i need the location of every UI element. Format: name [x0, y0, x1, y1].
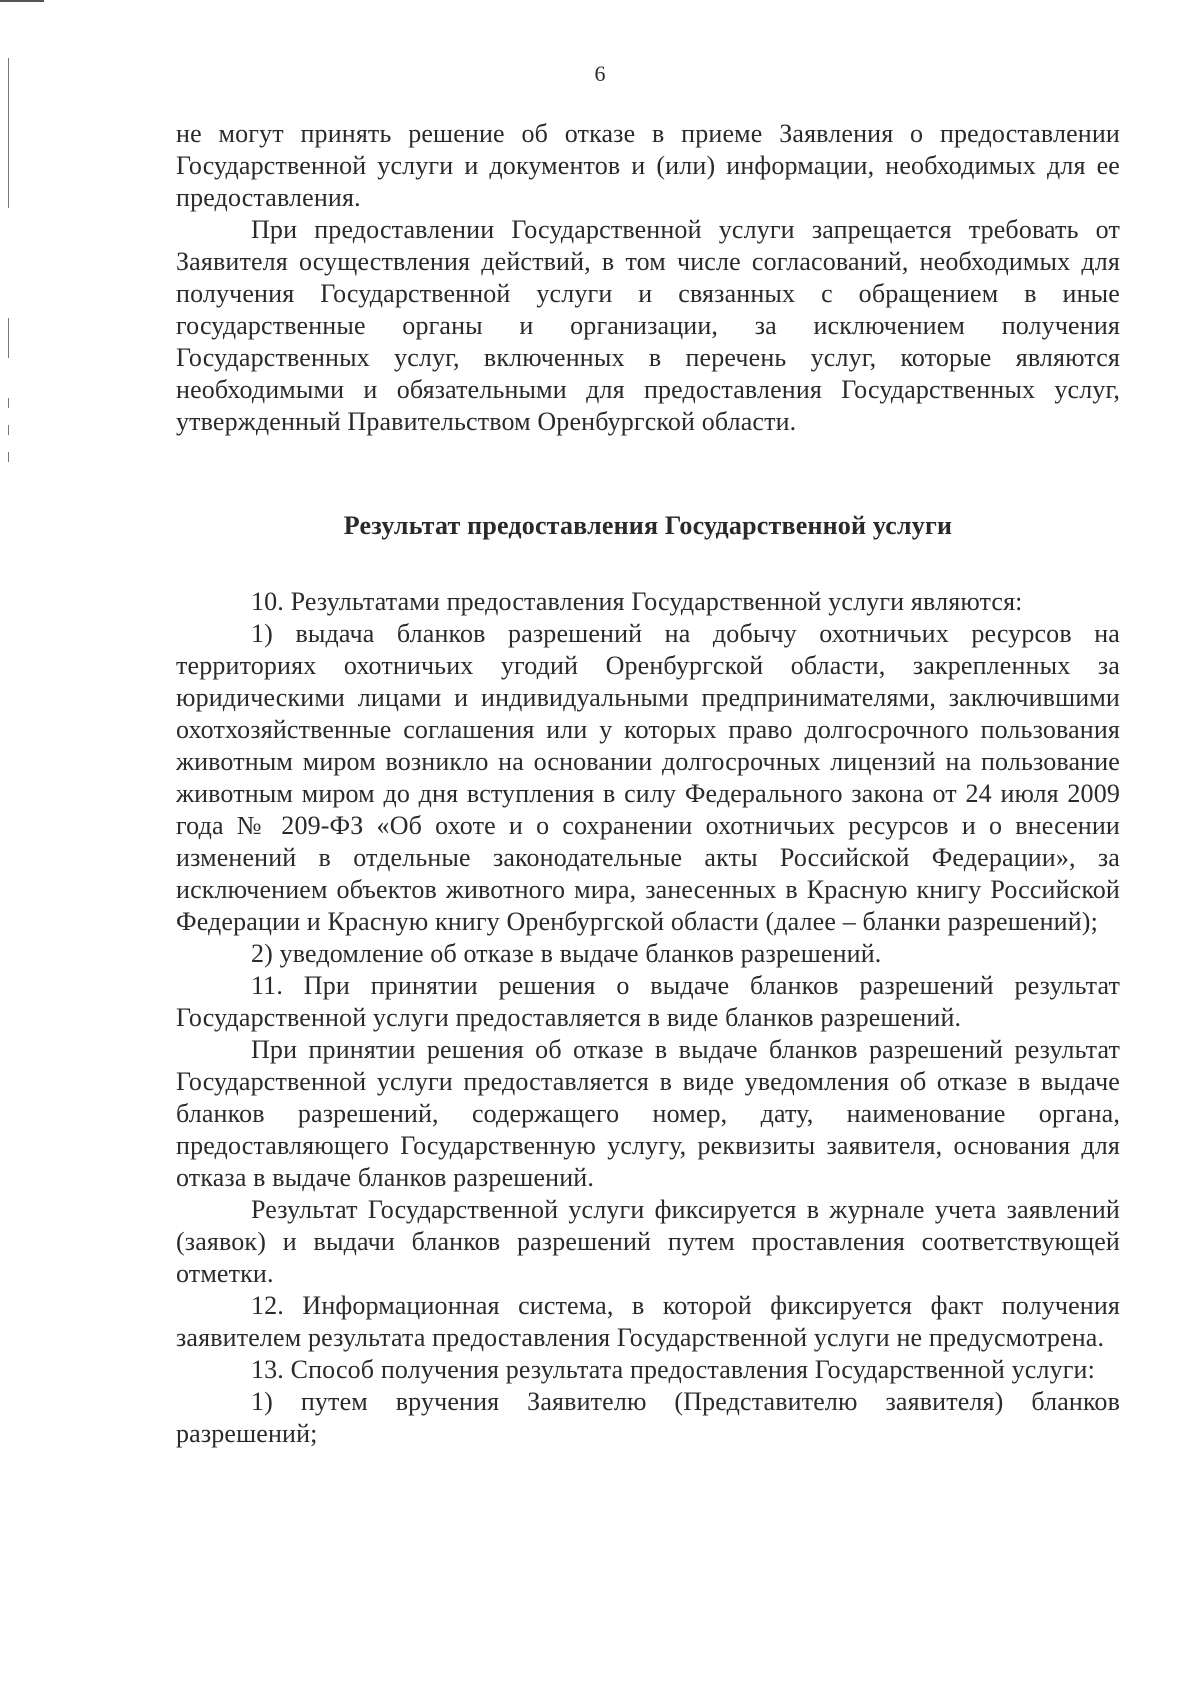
- document-body: [176, 118, 1120, 1450]
- scan-edge-line: [8, 318, 9, 358]
- paragraph: При принятии решения об отказе в выдаче бланков разрешений результат Государственной услуги предоставляется в виде уведомления об отказе в выдаче бланков разрешений, содержащего номер, дату, наименование органа, предоставляющего Государственную услугу, реквизиты заявителя, основания для отказа в выдаче бланков разрешений.: [176, 1035, 1120, 1192]
- paragraph: Результат Государственной услуги фиксируется в журнале учета заявлений (заявок) и выдачи бланков разрешений путем проставления соответствующей отметки.: [176, 1195, 1120, 1288]
- paragraph-clause-11: 11. При принятии решения о выдаче бланков разрешений результат Государственной услуги предоставляется в виде бланков разрешений.: [176, 971, 1120, 1032]
- paragraph-clause-12: 12. Информационная система, в которой фиксируется факт получения заявителем результата предоставления Государственной услуги не предусмотрена.: [176, 1291, 1120, 1352]
- scan-edge-line: [8, 452, 9, 462]
- paragraph-item-1: 1) выдача бланков разрешений на добычу охотничьих ресурсов на территориях охотничьих угодий Оренбургской области, закрепленных за юридическими лицами и индивидуальными предпринимателями, заключившими охотхозяйственные соглашения или у которых право долгосрочного пользования животным миром возникло на основании долгосрочных лицензий на пользование животным миром до дня вступления в силу Федерального закона от 24 июля 2009 года № 209-ФЗ «Об охоте и о сохранении охотничьих ресурсов и о внесении изменений в отдельные законодательные акты Российской Федерации», за исключением объектов животного мира, занесенных в Красную книгу Российской Федерации и Красную книгу Оренбургской области (далее – бланки разрешений);: [176, 619, 1120, 936]
- scan-edge-line: [8, 398, 9, 408]
- paragraph-clause-10: 10. Результатами предоставления Государственной услуги являются:: [251, 587, 1023, 616]
- paragraph-continuation: не могут принять решение об отказе в приеме Заявления о предоставлении Государственной услуги и документов и (или) информации, необходимых для ее предоставления.: [176, 119, 1120, 212]
- paragraph-item-2: 2) уведомление об отказе в выдаче бланков разрешений.: [251, 939, 882, 968]
- section-heading: Результат предоставления Государственной услуги: [343, 511, 953, 540]
- paragraph-item-1: 1) путем вручения Заявителю (Представителю заявителя) бланков разрешений;: [176, 1387, 1120, 1448]
- scan-edge-mark: [0, 0, 44, 2]
- scan-edge-line: [8, 425, 9, 435]
- page-number: 6: [594, 61, 606, 86]
- paragraph: При предоставлении Государственной услуги запрещается требовать от Заявителя осуществления действий, в том числе согласований, необходимых для получения Государственной услуги и связанных с обращением в иные государственные органы и организации, за исключением получения Государственных услуг, включенных в перечень услуг, которые являются необходимыми и обязательными для предоставления Государственных услуг, утвержденный Правительством Оренбургской области.: [176, 215, 1120, 436]
- paragraph-clause-13: 13. Способ получения результата предоставления Государственной услуги:: [251, 1355, 1095, 1384]
